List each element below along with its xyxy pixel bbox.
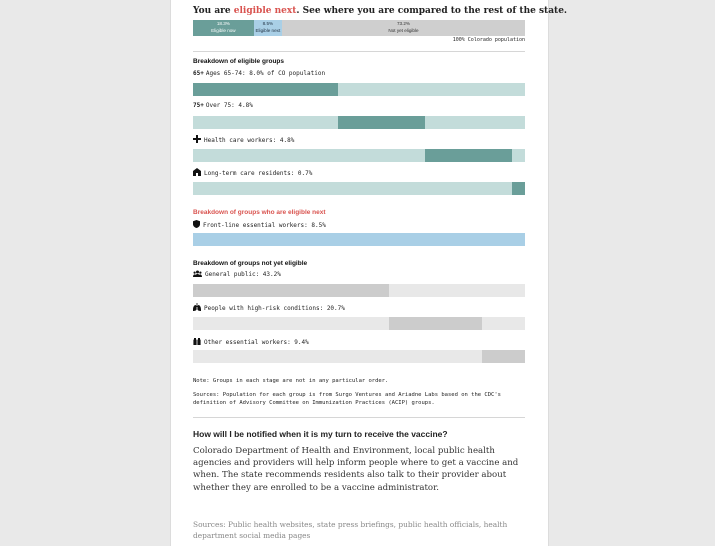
faq-question: How will I be notified when it is my turn to receive the vaccine? (193, 429, 448, 439)
chart-sources: Sources: Population for each group is from Surgo Ventures and Ariadne Labs based on the CDC's definition of Advisory Committee on Immunization Practices (ACIP) groups. (193, 392, 501, 406)
group-label (193, 337, 309, 347)
group-bar (193, 233, 525, 246)
group-label-text: People with high-risk conditions: 20.7% (204, 304, 345, 312)
medical-cross-icon (193, 135, 201, 145)
group-label-text: Over 75: 4.8% (205, 102, 253, 109)
stack-segment-eligible-now (193, 20, 254, 36)
faq-answer: Colorado Department of Health and Environment, local public health agencies and providers will help inform people where to get a vaccine and when. The state recommends residents also talk to their provider about whether they are enrolled to be a vaccine administrator. (193, 446, 519, 493)
bottles-icon (193, 337, 201, 347)
group-bar-track (193, 350, 525, 363)
divider (193, 417, 525, 418)
divider (193, 51, 525, 52)
article-sources: Sources: Public health websites, state press briefings, public health officials, health department social media pages (193, 520, 508, 540)
age-badge: 65+ (193, 70, 204, 77)
group-label (193, 135, 294, 145)
headline-lead: You are (193, 6, 231, 16)
people-icon (193, 270, 202, 279)
group-bar (512, 182, 525, 195)
section-title: Breakdown of groups who are eligible next (193, 209, 326, 216)
group-label-text: Long-term care residents: 0.7% (204, 169, 313, 177)
group-label (193, 70, 325, 77)
shield-icon (193, 220, 200, 230)
group-label (193, 220, 326, 230)
group-bar-track (193, 284, 525, 297)
group-bar (482, 350, 525, 363)
chart-note: Note: Groups in each stage are not in any particular order. (193, 378, 389, 384)
stack-segment-percent: 18.3% (216, 21, 230, 26)
group-label (193, 270, 281, 279)
group-label (193, 102, 253, 109)
group-label-text: Ages 65-74: 8.0% of CO population (205, 70, 326, 77)
age-badge: 75+ (193, 102, 204, 109)
headline-tail: . See where you are compared to the rest of the state. (296, 6, 568, 16)
chart-headline (193, 6, 567, 16)
group-bar-track (193, 149, 525, 162)
group-bar-track (193, 182, 525, 195)
group-bar-track (193, 116, 525, 129)
stack-segment-percent: 73.2% (396, 21, 410, 26)
group-label-text: General public: 43.2% (205, 271, 281, 278)
group-bar-track (193, 83, 525, 96)
headline-status: eligible next (233, 6, 297, 16)
population-stacked-bar (193, 20, 525, 36)
group-bar-track (193, 317, 525, 330)
lungs-icon (193, 303, 201, 313)
group-bar (425, 149, 512, 162)
group-bar (338, 116, 425, 129)
group-bar (193, 83, 338, 96)
house-icon (193, 168, 201, 178)
group-bar (389, 317, 483, 330)
stack-segment-not-yet-eligible (282, 20, 525, 36)
group-label (193, 303, 345, 313)
group-label (193, 168, 312, 178)
group-label-text: Front-line essential workers: 8.5% (203, 221, 326, 229)
group-label-text: Other essential workers: 9.4% (204, 338, 309, 346)
stack-segment-percent: 8.5% (262, 21, 274, 26)
group-label-text: Health care workers: 4.8% (204, 136, 295, 144)
stack-segment-label: Eligible now (211, 28, 236, 33)
section-title: Breakdown of groups not yet eligible (193, 260, 308, 267)
section-title: Breakdown of eligible groups (193, 58, 285, 65)
stack-segment-label: Eligible next (255, 28, 281, 33)
group-bar-track (193, 233, 525, 246)
stack-segment-label: Not yet eligible (388, 28, 419, 33)
group-bar (193, 284, 389, 297)
stack-segment-eligible-next (254, 20, 282, 36)
total-population-label: 100% Colorado population (452, 37, 525, 43)
